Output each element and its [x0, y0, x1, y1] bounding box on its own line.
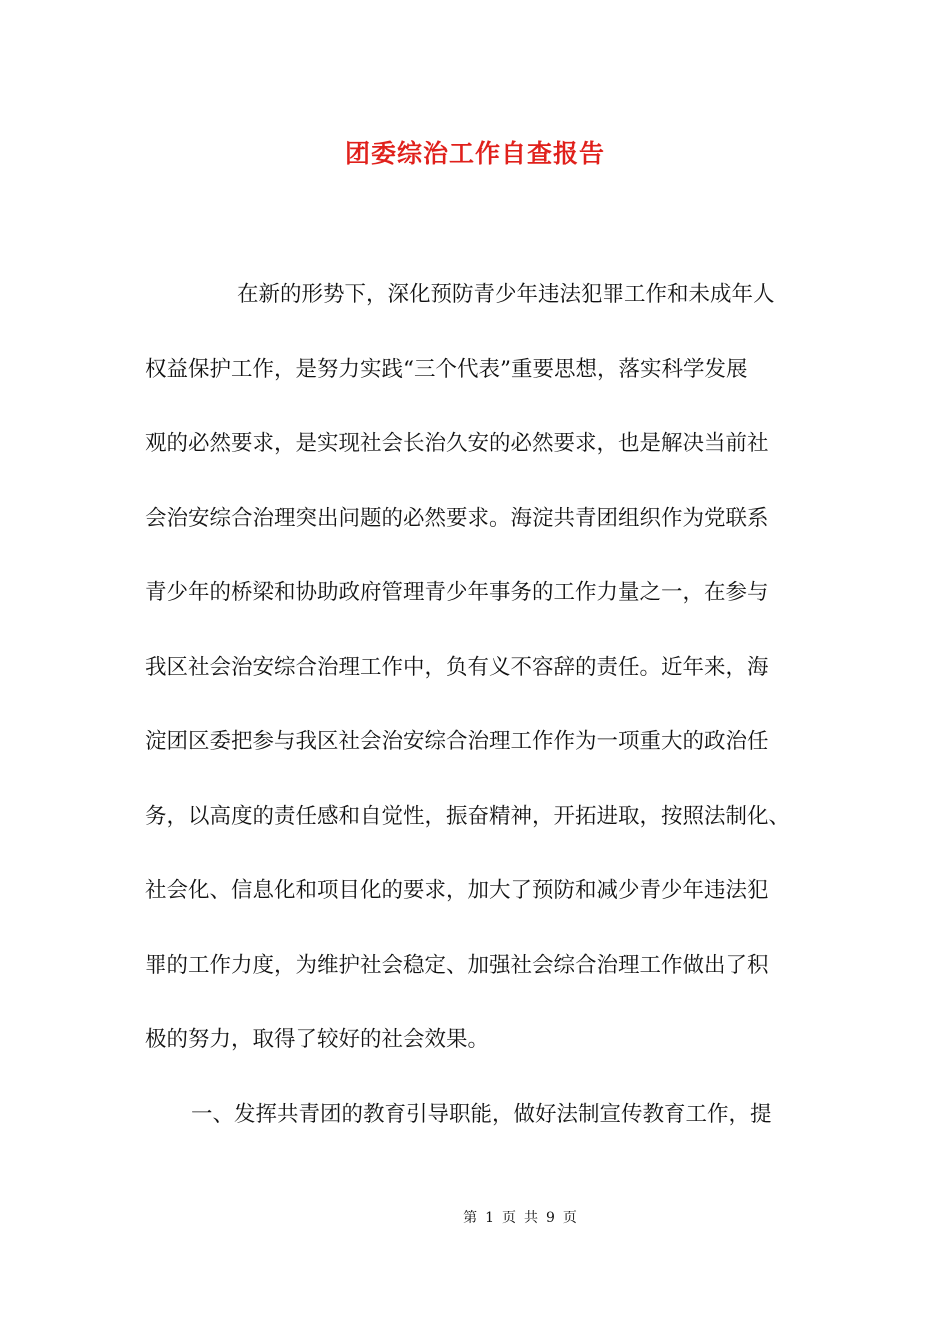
document-title: 团委综治工作自查报告 [344, 139, 605, 168]
document-body [145, 277, 810, 1171]
section-heading-line: 一、发挥共青团的教育引导职能，做好法制宣传教育工作，提 [191, 1101, 772, 1127]
paragraph-line: 权益保护工作，是努力实践“三个代表”重要思想，落实科学发展 [145, 356, 748, 382]
paragraph-line: 青少年的桥梁和协助政府管理青少年事务的工作力量之一，在参与 [145, 580, 769, 605]
footer-page-unit: 页 [502, 1210, 516, 1226]
paragraph-line: 社会化、信息化和项目化的要求，加大了预防和减少青少年违法犯 [145, 878, 769, 903]
page-footer [0, 1208, 950, 1228]
paragraph-line: 我区社会治安综合治理工作中，负有义不容辞的责任。近年来，海 [145, 654, 769, 680]
footer-prefix: 第 [463, 1210, 478, 1226]
footer-current-page: 1 [485, 1210, 494, 1226]
paragraph-line: 务，以高度的责任感和自觉性，振奋精神，开拓进取，按照法制化、 [145, 803, 791, 829]
paragraph-line: 极的努力，取得了较好的社会效果。 [145, 1027, 490, 1052]
paragraph-line: 会治安综合治理突出问题的必然要求。海淀共青团组织作为党联系 [145, 505, 769, 531]
footer-total-prefix: 共 [524, 1210, 538, 1226]
footer-total-unit: 页 [562, 1210, 577, 1226]
footer-total-pages: 9 [546, 1210, 555, 1226]
paragraph-line: 罪的工作力度，为维护社会稳定、加强社会综合治理工作做出了积 [145, 952, 769, 978]
paragraph-line: 观的必然要求，是实现社会长治久安的必然要求，也是解决当前社 [145, 431, 769, 456]
paragraph-line: 淀团区委把参与我区社会治安综合治理工作作为一项重大的政治任 [145, 729, 769, 754]
paragraph-line: 在新的形势下，深化预防青少年违法犯罪工作和未成年人 [237, 282, 775, 307]
